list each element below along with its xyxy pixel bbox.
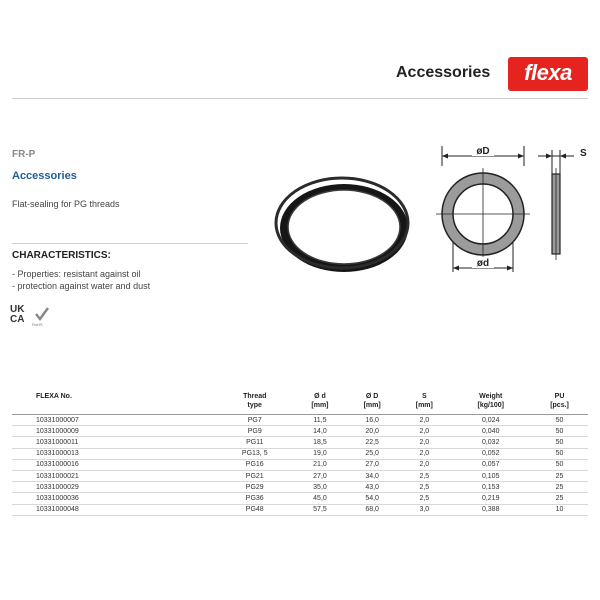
table-cell: 2,5 bbox=[398, 470, 450, 481]
table-cell: 0,219 bbox=[450, 493, 531, 504]
table-cell: 50 bbox=[531, 459, 588, 470]
table-cell: 22,5 bbox=[346, 437, 398, 448]
table-cell: 50 bbox=[531, 437, 588, 448]
table-cell: PG13, 5 bbox=[216, 448, 294, 459]
table-cell: 0,052 bbox=[450, 448, 531, 459]
table-cell: PG36 bbox=[216, 493, 294, 504]
table-cell: 10331000048 bbox=[12, 504, 216, 515]
table-cell: 10331000011 bbox=[12, 437, 216, 448]
table-cell: 16,0 bbox=[346, 415, 398, 426]
table-cell: 10331000036 bbox=[12, 493, 216, 504]
table-cell: 27,0 bbox=[294, 470, 346, 481]
table-cell: 20,0 bbox=[346, 426, 398, 437]
table-cell: 50 bbox=[531, 426, 588, 437]
table-cell: 0,024 bbox=[450, 415, 531, 426]
table-cell: 10 bbox=[531, 504, 588, 515]
table-cell: PG9 bbox=[216, 426, 294, 437]
table-cell: PG16 bbox=[216, 459, 294, 470]
table-cell: 10331000029 bbox=[12, 482, 216, 493]
table-row bbox=[12, 437, 588, 448]
table-cell: 25,0 bbox=[346, 448, 398, 459]
product-code: FR-P bbox=[12, 149, 36, 160]
column-header: Ø D [mm] bbox=[346, 392, 398, 415]
table-cell: PG21 bbox=[216, 470, 294, 481]
logo-text: flexa bbox=[524, 60, 572, 85]
table-cell: 54,0 bbox=[346, 493, 398, 504]
table-cell: 43,0 bbox=[346, 482, 398, 493]
table-cell: 25 bbox=[531, 493, 588, 504]
table-cell: 25 bbox=[531, 482, 588, 493]
table-cell: 2,0 bbox=[398, 459, 450, 470]
characteristics-heading: CHARACTERISTICS: bbox=[12, 250, 111, 261]
table-cell: 0,057 bbox=[450, 459, 531, 470]
table-header-row bbox=[12, 392, 588, 415]
table-cell: 2,0 bbox=[398, 448, 450, 459]
flexa-logo bbox=[508, 57, 588, 91]
table-cell: 50 bbox=[531, 448, 588, 459]
outer-diameter-label: øD bbox=[476, 146, 490, 157]
header-divider bbox=[12, 98, 588, 99]
table-cell: 34,0 bbox=[346, 470, 398, 481]
column-header: FLEXA No. bbox=[12, 392, 216, 415]
characteristic-item: - Properties: resistant against oil bbox=[12, 269, 141, 279]
table-cell: 25 bbox=[531, 470, 588, 481]
table-cell: 35,0 bbox=[294, 482, 346, 493]
column-header: Weight [kg/100] bbox=[450, 392, 531, 415]
specification-table bbox=[12, 392, 588, 516]
column-header: Ø d [mm] bbox=[294, 392, 346, 415]
column-header: Thread type bbox=[216, 392, 294, 415]
table-cell: 57,5 bbox=[294, 504, 346, 515]
column-header: S [mm] bbox=[398, 392, 450, 415]
table-cell: 10331000013 bbox=[12, 448, 216, 459]
inner-diameter-label: ød bbox=[476, 258, 490, 269]
table-cell: 0,153 bbox=[450, 482, 531, 493]
table-cell: 10331000009 bbox=[12, 426, 216, 437]
table-cell: 68,0 bbox=[346, 504, 398, 515]
ukca-mark bbox=[10, 305, 30, 325]
table-cell: 21,0 bbox=[294, 459, 346, 470]
table-cell: 11,5 bbox=[294, 415, 346, 426]
page-title: Accessories bbox=[396, 64, 491, 81]
table-row bbox=[12, 482, 588, 493]
table-cell: 10331000007 bbox=[12, 415, 216, 426]
table-cell: 0,388 bbox=[450, 504, 531, 515]
sealing-ring-image bbox=[268, 170, 418, 280]
table-cell: 0,032 bbox=[450, 437, 531, 448]
table-cell: PG7 bbox=[216, 415, 294, 426]
section-divider bbox=[12, 243, 248, 244]
table-cell: 2,5 bbox=[398, 482, 450, 493]
table-cell: 3,0 bbox=[398, 504, 450, 515]
table-cell: PG29 bbox=[216, 482, 294, 493]
table-cell: PG48 bbox=[216, 504, 294, 515]
product-description: Flat-sealing for PG threads bbox=[12, 199, 120, 209]
table-row bbox=[12, 426, 588, 437]
table-row bbox=[12, 493, 588, 504]
characteristic-item: - protection against water and dust bbox=[12, 281, 151, 291]
table-cell: 45,0 bbox=[294, 493, 346, 504]
table-cell: 27,0 bbox=[346, 459, 398, 470]
table-row bbox=[12, 415, 588, 426]
table-cell: 50 bbox=[531, 415, 588, 426]
table-cell: 10331000021 bbox=[12, 470, 216, 481]
table-cell: 2,0 bbox=[398, 415, 450, 426]
column-header: PU [pcs.] bbox=[531, 392, 588, 415]
table-cell: PG11 bbox=[216, 437, 294, 448]
dimension-diagram bbox=[428, 142, 598, 282]
product-category: Accessories bbox=[12, 170, 77, 182]
table-cell: 18,5 bbox=[294, 437, 346, 448]
thickness-label: S bbox=[580, 148, 587, 159]
table-cell: 2,0 bbox=[398, 426, 450, 437]
table-cell: 10331000016 bbox=[12, 459, 216, 470]
table-cell: 2,0 bbox=[398, 437, 450, 448]
ukca-text: UKCA bbox=[10, 304, 25, 325]
table-cell: 19,0 bbox=[294, 448, 346, 459]
table-cell: 0,105 bbox=[450, 470, 531, 481]
rohs-label: RoHS bbox=[32, 322, 43, 327]
table-cell: 2,5 bbox=[398, 493, 450, 504]
table-row bbox=[12, 504, 588, 515]
table-cell: 14,0 bbox=[294, 426, 346, 437]
table-row bbox=[12, 470, 588, 481]
table-row bbox=[12, 459, 588, 470]
table-row bbox=[12, 448, 588, 459]
table-cell: 0,040 bbox=[450, 426, 531, 437]
